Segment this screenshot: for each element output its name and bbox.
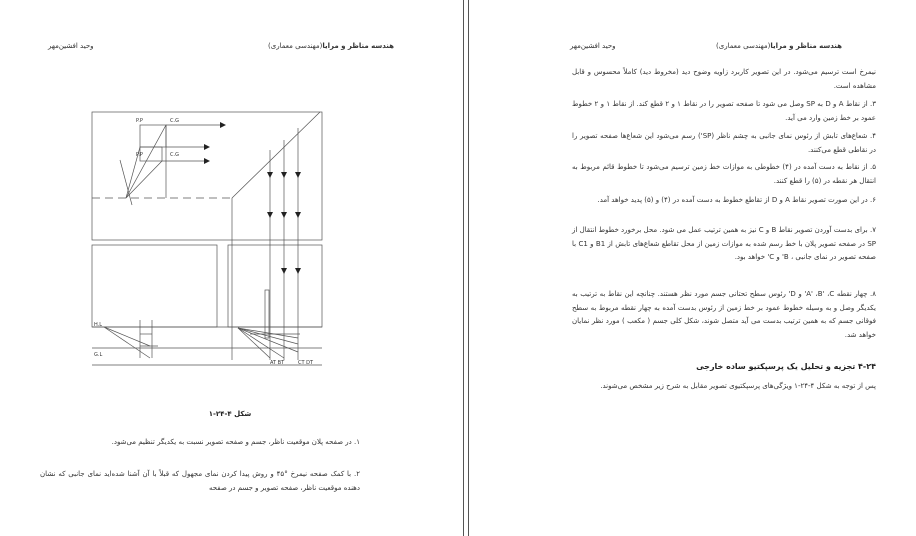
- right-paragraph-4: ۵. از نقاط به دست آمده در (۴) خطوطی به موازات خط زمین ترسیم می‌شود تا خطوط قائم مربوط به انتقال هر نقطه در (۵) را قطع کنند.: [572, 163, 876, 185]
- header-title-sub: (مهندسی معماری): [716, 42, 771, 50]
- label-hl: H.L: [94, 322, 103, 328]
- section-paragraph: پس از توجه به شکل ۴-۲۴-۱ ویژگی‌های پرسپکتیوی تصویر مقابل به شرح زیر مشخص می‌شوند.: [600, 382, 876, 390]
- right-paragraph-7: ۸. چهار نقطه A' ،B' ،C' و D' رئوس سطح تحتانی جسم مورد نظر هستند. چنانچه این نقاط به ترتیب به یکدیگر وصل و به وسیله خطوط عمود بر خط زمین از رئوس بدست آمده به چهار نقطه مربوط به سطح فوقانی جسم که به همین ترتیب بدست می آید متصل شوند، شکل کلی جسم ( مکعب ) مورد نظر نمایان خواهد شد.: [572, 290, 877, 339]
- header-title-bold: هندسه مناظر و مرایا: [770, 42, 842, 50]
- header-title-sub: (مهندسی معماری): [268, 42, 323, 50]
- right-paragraph-6: ۷. برای بدست آوردن تصویر نقاط B و C نیز به همین ترتیب عمل می شود. محل برخورد خطوط انتقال از SP در صفحه تصویر پلان با خط رسم شده به موازات زمین از محل تقاطع شعاع‌های تابش از B1 و C1 با صفحه تصویر در نمای جانبی ، B' و C' خواهد بود.: [572, 226, 876, 262]
- gutter-divider-right: [468, 0, 469, 536]
- right-paragraph-3: ۴. شعاع‌های تابش از رئوس نمای جانبی به چشم ناظر (SP') رسم می‌شود این شعاع‌ها صفحه تصویر را در نقاطی قطع می‌کنند.: [572, 132, 876, 154]
- figure-caption: شکل ۴-۲۴-۱: [208, 410, 252, 418]
- label-at-bt: AT BT: [270, 360, 285, 366]
- right-paragraph-1: نیمرخ است ترسیم می‌شود. در این تصویر کاربرد زاویه وضوح دید (مخروط دید) کاملاً محسوس و قابل مشاهده است.: [572, 68, 876, 90]
- perspective-figure: [0, 0, 462, 400]
- label-pp-mid: P.P: [136, 152, 143, 158]
- section-title: ۴-۲۴ تجزیه و تحلیل یک پرسپکتیو ساده خارجی: [696, 362, 876, 371]
- right-page: [472, 0, 916, 536]
- label-pp-top: P.P: [136, 118, 143, 124]
- gutter-divider-left: [463, 0, 464, 536]
- header-title: [716, 42, 842, 50]
- label-gl: G.L: [94, 352, 103, 358]
- right-paragraph-2: ۳. از نقاط A و D به SP وصل می شود تا صفحه تصویر را در نقاط ۱ و ۲ قطع کند. از نقاط ۱ و ۲ خطوط عمود بر خط زمین وارد می آید.: [572, 100, 876, 122]
- header-title-bold: هندسه مناظر و مرایا: [322, 42, 394, 50]
- header-author: وحید افشین‌مهر: [570, 42, 616, 50]
- label-cg-mid: C.G: [170, 152, 179, 158]
- header-author: وحید افشین‌مهر: [48, 42, 94, 50]
- right-paragraph-5: ۶. در این صورت تصویر نقاط A و D از تقاطع خطوط به دست آمده در (۴) و (۵) پدید خواهد آمد.: [597, 196, 876, 204]
- left-paragraph-2: ۲. با کمک صفحه نیمرخ °۴۵ و روش پیدا کردن نمای مجهول که قبلاً با آن آشنا شده‌اید نمای جانبی که نشان دهنده موقعیت ناظر، صفحه تصویر و جسم در صفحه: [40, 470, 360, 492]
- label-ct-dt: CT DT: [298, 360, 314, 366]
- left-paragraph-1: ۱. در صفحه پلان موقعیت ناظر، جسم و صفحه تصویر نسبت به یکدیگر تنظیم می‌شود.: [111, 438, 360, 446]
- label-cg-top: C.G: [170, 118, 179, 124]
